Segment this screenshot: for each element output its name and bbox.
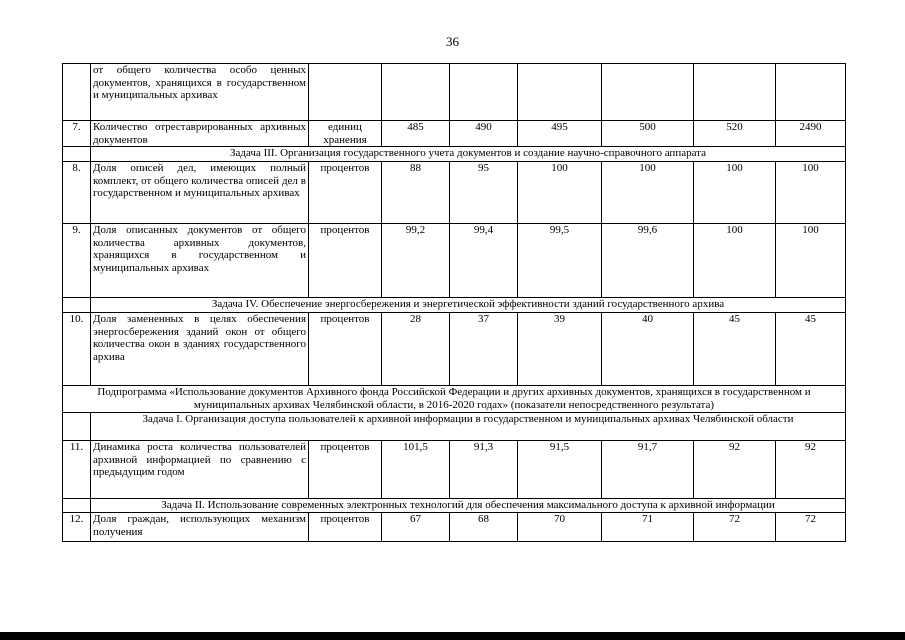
task-heading: Задача I. Организация доступа пользователей к архивной информации в государственном и муниципальных архивах Челябинской области — [91, 413, 846, 441]
indicator-value — [602, 64, 694, 121]
indicator-value: 71 — [602, 513, 694, 542]
indicator-value: 490 — [450, 121, 518, 147]
indicator-value: 72 — [776, 513, 846, 542]
row-number: 8. — [63, 162, 91, 224]
indicator-row — [63, 224, 846, 298]
indicator-value: 88 — [382, 162, 450, 224]
indicator-row — [63, 513, 846, 542]
indicator-name: Динамика роста количества пользователей архивной информацией по сравнению с предыдущим годом — [91, 441, 309, 499]
indicator-value: 100 — [694, 224, 776, 298]
indicator-row — [63, 162, 846, 224]
indicator-row — [63, 313, 846, 386]
row-number — [63, 64, 91, 121]
indicator-value: 91,5 — [518, 441, 602, 499]
indicator-value: 485 — [382, 121, 450, 147]
indicator-value: 72 — [694, 513, 776, 542]
indicator-value: 495 — [518, 121, 602, 147]
indicator-unit: процентов — [309, 313, 382, 386]
task-heading: Задача IV. Обеспечение энергосбережения и энергетической эффективности зданий государственного архива — [91, 298, 846, 313]
task-heading: Задача II. Использование современных электронных технологий для обеспечения максимального доступа к архивной информации — [91, 499, 846, 513]
indicator-value: 45 — [694, 313, 776, 386]
indicator-value: 99,5 — [518, 224, 602, 298]
indicator-value: 2490 — [776, 121, 846, 147]
indicator-value: 39 — [518, 313, 602, 386]
subprogram-heading: Подпрограмма «Использование документов Архивного фонда Российской Федерации и других архивных документов, хранящихся в государственном и муниципальных архивах Челябинской области, в 2016-2020 годах» (показатели непосредственного результата) — [63, 386, 846, 413]
indicator-value: 99,4 — [450, 224, 518, 298]
indicator-value: 99,2 — [382, 224, 450, 298]
indicator-value: 99,6 — [602, 224, 694, 298]
indicator-unit: процентов — [309, 162, 382, 224]
task-row — [63, 386, 846, 413]
indicator-value: 40 — [602, 313, 694, 386]
indicator-value: 91,7 — [602, 441, 694, 499]
indicator-name: от общего количества особо ценных документов, хранящихся в государственном и муниципальных архивах — [91, 64, 309, 121]
indicator-value: 100 — [776, 162, 846, 224]
indicator-value: 28 — [382, 313, 450, 386]
task-row — [63, 147, 846, 162]
indicator-value: 520 — [694, 121, 776, 147]
blank-number-cell — [63, 413, 91, 441]
indicator-name: Доля описанных документов от общего количества архивных документов, хранящихся в государственном и муниципальных архивах — [91, 224, 309, 298]
indicator-row — [63, 441, 846, 499]
indicator-value — [382, 64, 450, 121]
blank-number-cell — [63, 499, 91, 513]
row-number: 10. — [63, 313, 91, 386]
task-row — [63, 413, 846, 441]
indicator-value: 70 — [518, 513, 602, 542]
row-number: 7. — [63, 121, 91, 147]
indicator-unit: процентов — [309, 441, 382, 499]
indicator-name: Количество отреставрированных архивных документов — [91, 121, 309, 147]
indicator-name: Доля граждан, использующих механизм получения — [91, 513, 309, 542]
indicator-value: 100 — [776, 224, 846, 298]
indicator-value — [518, 64, 602, 121]
row-number: 11. — [63, 441, 91, 499]
indicator-value: 68 — [450, 513, 518, 542]
indicator-name: Доля описей дел, имеющих полный комплект, от общего количества описей дел в государственном и муниципальных архивах — [91, 162, 309, 224]
indicator-value: 67 — [382, 513, 450, 542]
indicator-row — [63, 121, 846, 147]
indicator-value — [776, 64, 846, 121]
blank-number-cell — [63, 298, 91, 313]
indicator-row — [63, 64, 846, 121]
indicator-value: 500 — [602, 121, 694, 147]
indicator-unit — [309, 64, 382, 121]
row-number: 9. — [63, 224, 91, 298]
indicator-value: 101,5 — [382, 441, 450, 499]
indicator-unit: процентов — [309, 513, 382, 542]
indicator-unit: процентов — [309, 224, 382, 298]
indicator-value: 92 — [776, 441, 846, 499]
indicator-value: 100 — [518, 162, 602, 224]
indicator-value: 91,3 — [450, 441, 518, 499]
page-number: 36 — [446, 34, 459, 49]
task-heading: Задача III. Организация государственного учета документов и создание научно-справочного аппарата — [91, 147, 846, 162]
indicator-value — [450, 64, 518, 121]
indicator-value: 37 — [450, 313, 518, 386]
indicator-unit: единиц хранения — [309, 121, 382, 147]
indicators-table — [62, 63, 846, 542]
indicator-value: 100 — [602, 162, 694, 224]
indicator-value: 45 — [776, 313, 846, 386]
indicator-value: 92 — [694, 441, 776, 499]
task-row — [63, 298, 846, 313]
indicator-value: 100 — [694, 162, 776, 224]
scan-bottom-edge — [0, 632, 905, 640]
task-row — [63, 499, 846, 513]
blank-number-cell — [63, 147, 91, 162]
row-number: 12. — [63, 513, 91, 542]
indicator-value: 95 — [450, 162, 518, 224]
indicator-name: Доля замененных в целях обеспечения энергосбережения зданий окон от общего количества окон в зданиях государственного архива — [91, 313, 309, 386]
indicator-value — [694, 64, 776, 121]
